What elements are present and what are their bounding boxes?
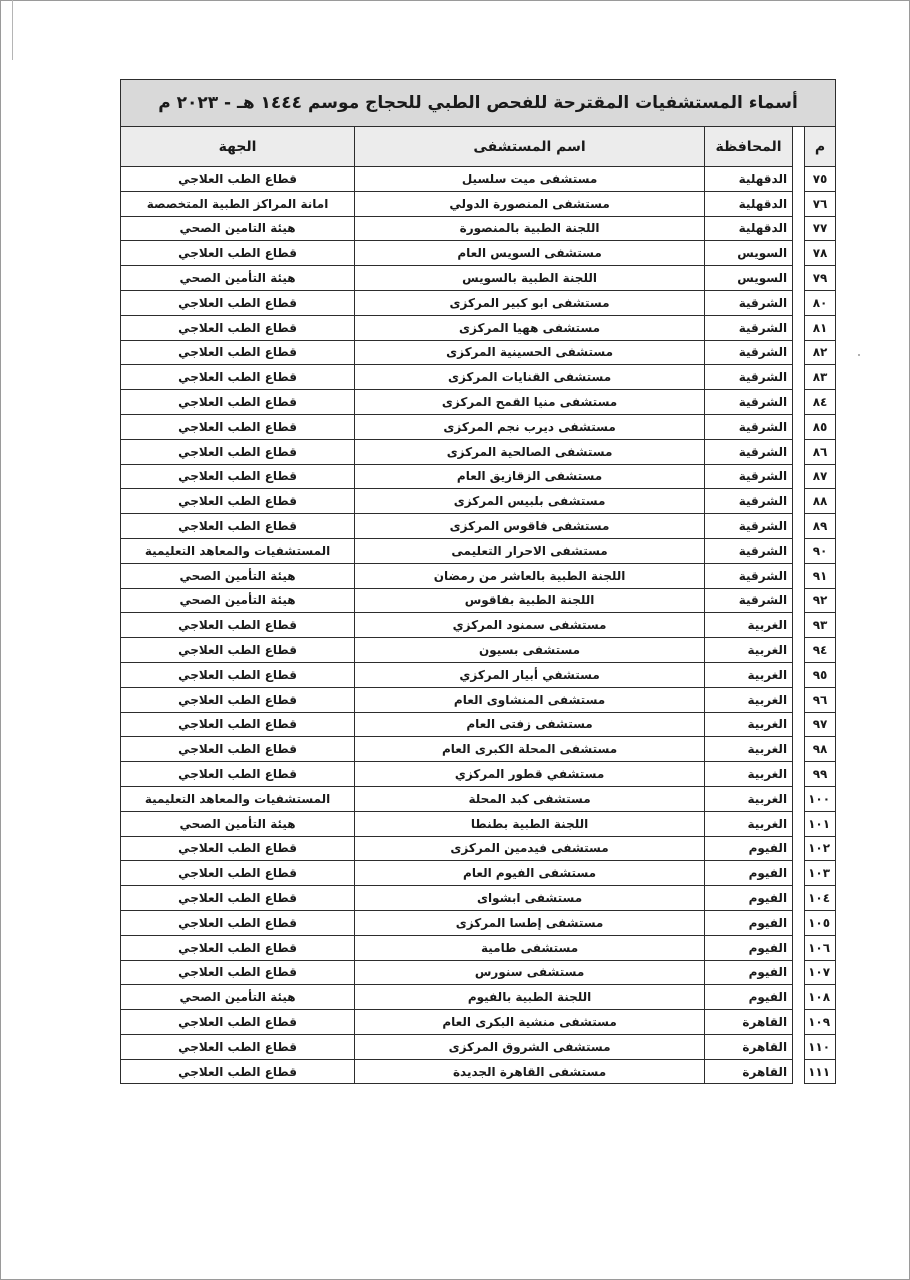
table-row [121, 266, 836, 291]
row-number: ٩٢ [805, 588, 836, 613]
row-number: ٩٥ [805, 662, 836, 687]
row-number: ٨١ [805, 315, 836, 340]
scan-edge-line [12, 0, 13, 60]
row-hospital-name: مستشفى بلبيس المركزى [355, 489, 705, 514]
table-row [121, 1010, 836, 1035]
row-number: ١٠٧ [805, 960, 836, 985]
row-entity: هيئة التأمين الصحي [121, 588, 355, 613]
row-hospital-name: مستشفى القنايات المركزى [355, 365, 705, 390]
row-hospital-name: مستشفي قطور المركزي [355, 762, 705, 787]
row-number: ٨٩ [805, 514, 836, 539]
header-num: م [805, 127, 836, 167]
table-row [121, 315, 836, 340]
table-row [121, 563, 836, 588]
table-row [121, 886, 836, 911]
row-gap [793, 464, 805, 489]
row-governorate: الغربية [705, 613, 793, 638]
row-hospital-name: مستشفى الاحرار التعليمى [355, 538, 705, 563]
row-gap [793, 216, 805, 241]
row-gap [793, 662, 805, 687]
row-hospital-name: مستشفى إطسا المركزى [355, 910, 705, 935]
row-entity: قطاع الطب العلاجي [121, 1034, 355, 1059]
row-governorate: الشرقية [705, 414, 793, 439]
row-hospital-name: مستشفى السويس العام [355, 241, 705, 266]
row-hospital-name: مستشفى الفيوم العام [355, 861, 705, 886]
table-row [121, 514, 836, 539]
row-hospital-name: اللجنة الطبية بطنطا [355, 811, 705, 836]
row-entity: قطاع الطب العلاجي [121, 241, 355, 266]
row-number: ٧٩ [805, 266, 836, 291]
row-hospital-name: مستشفى الشروق المركزى [355, 1034, 705, 1059]
table-row [121, 1034, 836, 1059]
title-row [121, 80, 836, 127]
row-hospital-name: مستشفى سمنود المركزي [355, 613, 705, 638]
row-number: ١٠٨ [805, 985, 836, 1010]
row-entity: قطاع الطب العلاجي [121, 464, 355, 489]
row-entity: قطاع الطب العلاجي [121, 365, 355, 390]
row-number: ١٠١ [805, 811, 836, 836]
row-entity: هيئة التأمين الصحي [121, 811, 355, 836]
scan-speck [858, 354, 860, 356]
row-entity: هيئة التأمين الصحي [121, 563, 355, 588]
row-gap [793, 538, 805, 563]
row-hospital-name: اللجنة الطبية بالسويس [355, 266, 705, 291]
row-entity: قطاع الطب العلاجي [121, 439, 355, 464]
row-number: ٨٧ [805, 464, 836, 489]
row-hospital-name: مستشفى فيدمين المركزى [355, 836, 705, 861]
row-gap [793, 1010, 805, 1035]
row-governorate: الشرقية [705, 464, 793, 489]
row-hospital-name: مستشفى الحسينية المركزى [355, 340, 705, 365]
hospitals-table [120, 79, 836, 1084]
row-number: ١١١ [805, 1059, 836, 1084]
row-entity: المستشفيات والمعاهد التعليمية [121, 786, 355, 811]
row-governorate: الفيوم [705, 910, 793, 935]
row-gap [793, 1034, 805, 1059]
row-gap [793, 935, 805, 960]
row-number: ٧٥ [805, 167, 836, 192]
row-gap [793, 489, 805, 514]
row-number: ٨٣ [805, 365, 836, 390]
row-gap [793, 613, 805, 638]
table-row [121, 737, 836, 762]
row-hospital-name: مستشفى منشية البكرى العام [355, 1010, 705, 1035]
table-row [121, 464, 836, 489]
row-hospital-name: مستشفى المنصورة الدولي [355, 191, 705, 216]
row-number: ١٠٥ [805, 910, 836, 935]
row-gap [793, 588, 805, 613]
header-gap [793, 127, 805, 167]
row-number: ٩٤ [805, 638, 836, 663]
row-gap [793, 687, 805, 712]
row-governorate: الشرقية [705, 365, 793, 390]
row-hospital-name: مستشفى ههيا المركزى [355, 315, 705, 340]
row-governorate: القاهرة [705, 1034, 793, 1059]
table-row [121, 985, 836, 1010]
table-row [121, 439, 836, 464]
row-hospital-name: مستشفى بسيون [355, 638, 705, 663]
row-number: ٨٦ [805, 439, 836, 464]
row-entity: قطاع الطب العلاجي [121, 290, 355, 315]
table-row [121, 538, 836, 563]
table-row [121, 588, 836, 613]
table-row [121, 365, 836, 390]
row-gap [793, 167, 805, 192]
header-governorate: المحافظة [705, 127, 793, 167]
row-hospital-name: مستشفى فاقوس المركزى [355, 514, 705, 539]
row-entity: قطاع الطب العلاجي [121, 514, 355, 539]
row-hospital-name: مستشفى سنورس [355, 960, 705, 985]
row-governorate: الشرقية [705, 315, 793, 340]
table-row [121, 687, 836, 712]
table-row [121, 762, 836, 787]
row-hospital-name: اللجنة الطبية بالعاشر من رمضان [355, 563, 705, 588]
table-row [121, 191, 836, 216]
row-number: ٨٢ [805, 340, 836, 365]
row-governorate: الشرقية [705, 588, 793, 613]
table-row [121, 836, 836, 861]
row-hospital-name: مستشفى ابو كبير المركزى [355, 290, 705, 315]
row-number: ١٠٩ [805, 1010, 836, 1035]
row-governorate: الشرقية [705, 538, 793, 563]
table-row [121, 390, 836, 415]
row-entity: قطاع الطب العلاجي [121, 167, 355, 192]
row-governorate: القاهرة [705, 1010, 793, 1035]
header-row [121, 127, 836, 167]
row-entity: قطاع الطب العلاجي [121, 687, 355, 712]
table-row [121, 290, 836, 315]
row-governorate: الغربية [705, 762, 793, 787]
row-gap [793, 811, 805, 836]
row-number: ٩٩ [805, 762, 836, 787]
row-number: ٧٨ [805, 241, 836, 266]
row-gap [793, 861, 805, 886]
row-number: ٩٧ [805, 712, 836, 737]
row-number: ٩٦ [805, 687, 836, 712]
row-governorate: الغربية [705, 712, 793, 737]
row-number: ١١٠ [805, 1034, 836, 1059]
row-entity: قطاع الطب العلاجي [121, 638, 355, 663]
row-number: ٩٠ [805, 538, 836, 563]
row-hospital-name: مستشفى الصالحية المركزى [355, 439, 705, 464]
table-row [121, 340, 836, 365]
row-gap [793, 910, 805, 935]
row-governorate: الشرقية [705, 340, 793, 365]
table-row [121, 811, 836, 836]
row-entity: قطاع الطب العلاجي [121, 762, 355, 787]
table-row [121, 1059, 836, 1084]
row-hospital-name: مستشفي أبيار المركزي [355, 662, 705, 687]
header-entity: الجهة [121, 127, 355, 167]
row-entity: قطاع الطب العلاجي [121, 340, 355, 365]
row-hospital-name: مستشفى ميت سلسيل [355, 167, 705, 192]
row-hospital-name: اللجنة الطبية بالفيوم [355, 985, 705, 1010]
row-entity: قطاع الطب العلاجي [121, 662, 355, 687]
row-entity: قطاع الطب العلاجي [121, 414, 355, 439]
row-entity: قطاع الطب العلاجي [121, 836, 355, 861]
table-row [121, 910, 836, 935]
row-gap [793, 315, 805, 340]
row-number: ٨٨ [805, 489, 836, 514]
row-hospital-name: مستشفى المنشاوى العام [355, 687, 705, 712]
row-gap [793, 786, 805, 811]
row-number: ٩١ [805, 563, 836, 588]
row-entity: امانة المراكز الطبية المتخصصة [121, 191, 355, 216]
row-number: ٧٧ [805, 216, 836, 241]
row-governorate: السويس [705, 241, 793, 266]
table-row [121, 712, 836, 737]
row-gap [793, 365, 805, 390]
row-gap [793, 439, 805, 464]
table-row [121, 935, 836, 960]
row-hospital-name: مستشفى طامية [355, 935, 705, 960]
header-hospital: اسم المستشفى [355, 127, 705, 167]
row-governorate: الدقهلية [705, 167, 793, 192]
row-entity: قطاع الطب العلاجي [121, 489, 355, 514]
table-row [121, 960, 836, 985]
row-entity: هيئة التأمين الصحي [121, 985, 355, 1010]
row-number: ٩٨ [805, 737, 836, 762]
table-row [121, 489, 836, 514]
row-governorate: الشرقية [705, 439, 793, 464]
row-number: ٧٦ [805, 191, 836, 216]
row-entity: قطاع الطب العلاجي [121, 390, 355, 415]
row-governorate: الفيوم [705, 985, 793, 1010]
row-gap [793, 712, 805, 737]
row-entity: قطاع الطب العلاجي [121, 886, 355, 911]
row-number: ١٠٢ [805, 836, 836, 861]
row-hospital-name: مستشفى ديرب نجم المركزى [355, 414, 705, 439]
row-entity: قطاع الطب العلاجي [121, 613, 355, 638]
row-gap [793, 514, 805, 539]
row-governorate: الفيوم [705, 935, 793, 960]
row-entity: قطاع الطب العلاجي [121, 960, 355, 985]
row-governorate: الغربية [705, 811, 793, 836]
row-gap [793, 241, 805, 266]
row-number: ٨٠ [805, 290, 836, 315]
table-row [121, 167, 836, 192]
row-governorate: الشرقية [705, 489, 793, 514]
row-gap [793, 836, 805, 861]
row-gap [793, 960, 805, 985]
table-body [121, 167, 836, 1084]
row-entity: قطاع الطب العلاجي [121, 315, 355, 340]
row-gap [793, 1059, 805, 1084]
table-row [121, 613, 836, 638]
row-hospital-name: مستشفى ابشواى [355, 886, 705, 911]
table-row [121, 414, 836, 439]
row-hospital-name: مستشفى المحلة الكبرى العام [355, 737, 705, 762]
table-row [121, 216, 836, 241]
row-number: ١٠٦ [805, 935, 836, 960]
row-governorate: الشرقية [705, 563, 793, 588]
table-row [121, 241, 836, 266]
row-number: ٩٣ [805, 613, 836, 638]
row-governorate: الغربية [705, 687, 793, 712]
row-gap [793, 563, 805, 588]
table-row [121, 861, 836, 886]
row-gap [793, 737, 805, 762]
row-entity: قطاع الطب العلاجي [121, 712, 355, 737]
row-gap [793, 340, 805, 365]
row-number: ١٠٤ [805, 886, 836, 911]
row-governorate: الشرقية [705, 514, 793, 539]
document-title: أسماء المستشفيات المقترحة للفحص الطبي للحجاج موسم ١٤٤٤ هـ - ٢٠٢٣ م [121, 80, 836, 127]
row-governorate: الغربية [705, 786, 793, 811]
row-gap [793, 762, 805, 787]
table-row [121, 638, 836, 663]
row-number: ١٠٠ [805, 786, 836, 811]
row-number: ١٠٣ [805, 861, 836, 886]
row-entity: المستشفيات والمعاهد التعليمية [121, 538, 355, 563]
row-entity: قطاع الطب العلاجي [121, 737, 355, 762]
row-governorate: الفيوم [705, 836, 793, 861]
row-gap [793, 390, 805, 415]
row-governorate: الشرقية [705, 390, 793, 415]
row-gap [793, 414, 805, 439]
row-gap [793, 266, 805, 291]
row-entity: قطاع الطب العلاجي [121, 1059, 355, 1084]
row-governorate: القاهرة [705, 1059, 793, 1084]
row-governorate: الغربية [705, 737, 793, 762]
row-gap [793, 985, 805, 1010]
row-entity: قطاع الطب العلاجي [121, 935, 355, 960]
row-governorate: الغربية [705, 638, 793, 663]
row-governorate: الفيوم [705, 886, 793, 911]
table-row [121, 786, 836, 811]
row-gap [793, 638, 805, 663]
row-governorate: الغربية [705, 662, 793, 687]
row-gap [793, 191, 805, 216]
row-number: ٨٤ [805, 390, 836, 415]
row-governorate: الدقهلية [705, 191, 793, 216]
row-hospital-name: اللجنة الطبية بالمنصورة [355, 216, 705, 241]
row-governorate: الدقهلية [705, 216, 793, 241]
row-gap [793, 290, 805, 315]
row-governorate: الشرقية [705, 290, 793, 315]
row-governorate: الفيوم [705, 861, 793, 886]
row-entity: قطاع الطب العلاجي [121, 861, 355, 886]
row-entity: قطاع الطب العلاجي [121, 910, 355, 935]
row-hospital-name: مستشفى منيا القمح المركزى [355, 390, 705, 415]
row-hospital-name: مستشفى القاهرة الجديدة [355, 1059, 705, 1084]
row-entity: هيئة التامين الصحي [121, 216, 355, 241]
row-governorate: السويس [705, 266, 793, 291]
table-row [121, 662, 836, 687]
row-entity: قطاع الطب العلاجي [121, 1010, 355, 1035]
row-entity: هيئة التأمين الصحي [121, 266, 355, 291]
row-hospital-name: مستشفى زفتى العام [355, 712, 705, 737]
row-gap [793, 886, 805, 911]
row-hospital-name: اللجنة الطبية بفاقوس [355, 588, 705, 613]
row-hospital-name: مستشفى الزقازيق العام [355, 464, 705, 489]
row-number: ٨٥ [805, 414, 836, 439]
row-governorate: الفيوم [705, 960, 793, 985]
row-hospital-name: مستشفى كبد المحلة [355, 786, 705, 811]
